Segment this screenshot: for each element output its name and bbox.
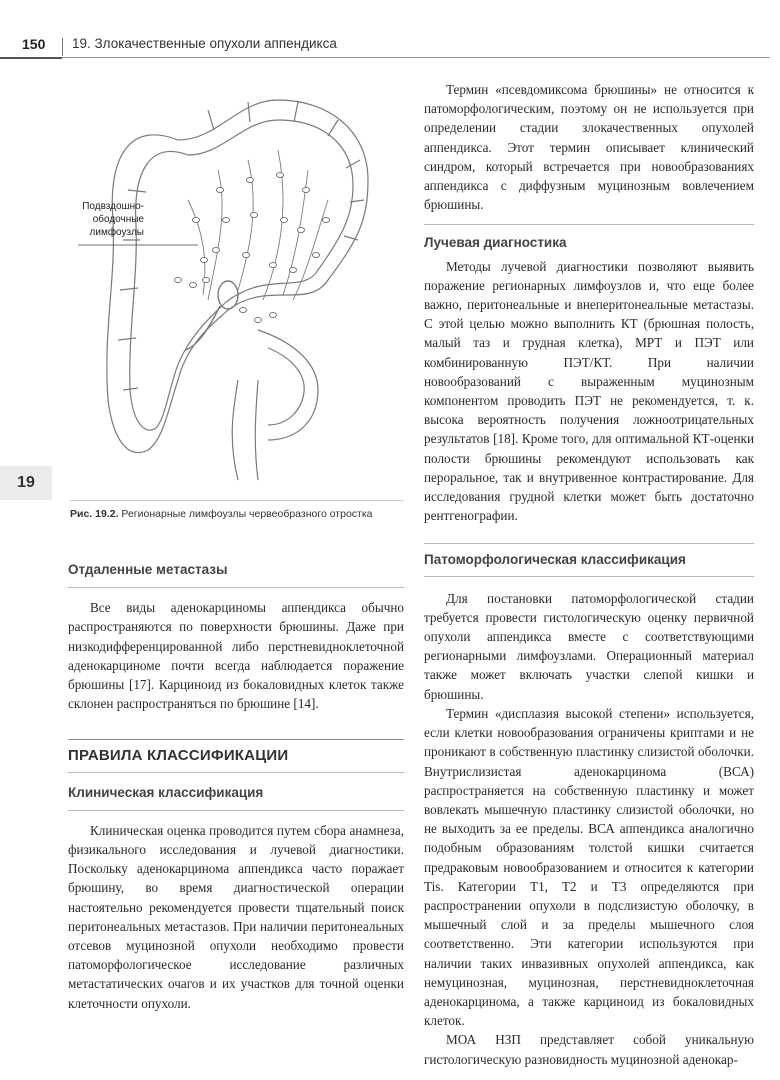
figure-callout-label: Подвздошно-ободочные лимфоузлы [82,201,144,238]
paragraph: Термин «псевдомиксома брюшины» не относится к патоморфологическим, поэтому он не используется при определении стадии злокачественных опухолей аппендикса. Этот термин описывает клинический синдром, который встречается при новообразованиях аппендикса с диффузным муцинозным вовлечением брюшины. [424,82,754,213]
colon-lymph-node-drawing [68,80,408,500]
section-rule [68,810,404,811]
section-rule [68,587,404,588]
left-column [68,560,404,1013]
header-rule-right [62,57,770,58]
caption-rule [70,500,404,501]
page-number: 150 [22,36,46,52]
section-title-radiology: Лучевая диагностика [424,235,567,251]
caption-label: Рис. 19.2. [70,508,119,520]
paragraph: Термин «дисплазия высокой степени» используется, если клетки новообразования ограничены криптами и не проникают в собственную пластинку слизистой оболочки. Внутрислизистая аденокарцинома (ВСА) распространяется на собственную пластинку и может вовлекать мышечную пластинку слизистой оболочки, но не выходить за ее пределы. ВСА аппендикса аналогично подобным образованиям толстой кишки считается предраковым новообразованием и относится к категории Tis. Категории T1, T2 и T3 определяются при распространении опухоли в подслизистую оболочку, в мышечный слой и за пределы мышечного слоя соответственно. Эти категории используются при наличии таких инвазивных опухолей аппендикса, как немуцинозная, муцинозная, перстневидноклеточная аденокарцинома, а также карциноид из бокаловидных клеток. [424,705,754,1029]
header-divider [62,38,63,56]
sigmoid [232,380,258,480]
colon-outline [107,100,368,453]
figure-caption [70,508,410,520]
section-rule [424,224,754,225]
right-column [424,80,754,1069]
paragraph: Все виды аденокарциномы аппендикса обычно распространяются по поверхности брюшины. Даже при низкодифференцированной либо перстневидноклеточной аденокарциноме почти всегда наблюдается поражение брюшины [17]. Карциноид из бокаловидных клеток также склонен распространяться по брюшине [14]. [68,600,404,712]
running-header [0,34,780,66]
colon-inner-outline [130,120,353,430]
section-title-pathology-classification: Патоморфологическая классификация [424,552,686,568]
caption-text: Регионарные лимфоузлы червеобразного отростка [121,508,373,520]
section-rule [68,772,404,773]
paragraph: Клиническая оценка проводится путем сбора анамнеза, физикального исследования и лучевой диагностики. Поскольку аденокарцинома аппендикса часто поражает брюшину, во время диагностической операции настоятельно рекомендуется провести тщательный поиск перитонеальных метастазов. При наличии перитонеальных отсевов муцинозной опухоли необходимо провести патоморфологическое исследование различных метастатических очагов и их участков для точной оценки клеточности опухоли. [68,822,404,1011]
paragraph: Методы лучевой диагностики позволяют выявить поражение регионарных лимфоузлов и, что еще более важно, перитонеальные и внеперитонеальные метастазы. С этой целью можно выполнить КТ (брюшная полость, малый таз и грудная клетка), МРТ и ПЭТ или комбинированную ПЭТ/КТ. При наличии новообразований с выраженным муцинозным компонентом проводить ПЭТ не рекомендуется, т. к. высока вероятность получения ложноотрицательных результатов [18]. Кроме того, для оптимальной КТ-оценки полости брюшины рекомендуют использовать как пероральное, так и внутривенное контрастирование. Для исследования грудной клетки может быть достаточно рентгенографии. [424,258,754,524]
section-rule [424,543,754,544]
paragraph: Для постановки патоморфологической стадии требуется провести гистологическую оценку первичной опухоли аппендикса вместе с соответствующими регионарными лимфоузлами. Операционный материал также может включать участки слепой кишки и брюшины. [424,590,754,702]
figure-colon-illustration [68,80,408,520]
main-heading-classification-rules: ПРАВИЛА КЛАССИФИКАЦИИ [68,747,289,765]
ileum [258,330,318,440]
paragraph: МОА НЗП представляет собой уникальную гистологическую разновидность муцинозной аденокар- [424,1032,754,1067]
chapter-tab: 19 [0,466,52,500]
header-rule-left [0,57,62,59]
section-title-clinical-classification: Клиническая классификация [68,784,264,800]
section-rule [424,576,754,577]
section-title-distant-metastases: Отдаленные метастазы [68,562,228,577]
running-title: 19. Злокачественные опухоли аппендикса [72,36,337,51]
section-rule [68,739,404,740]
lymph-nodes [175,173,330,323]
